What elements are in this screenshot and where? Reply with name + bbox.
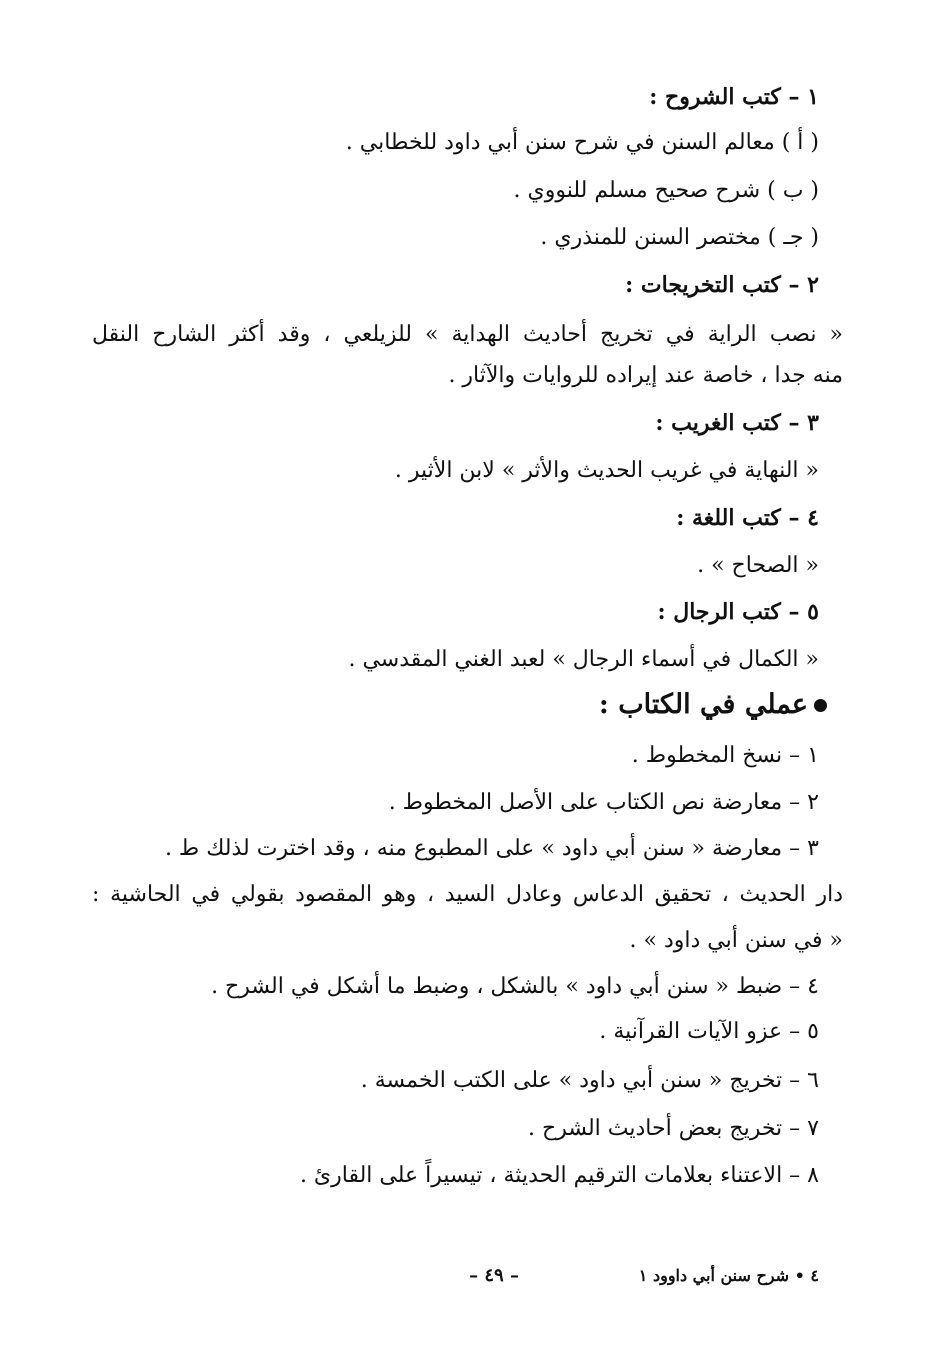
work-item-5: ٥ – عزو الآيات القرآنية .: [599, 1019, 819, 1044]
page-number: – ٤٩ –: [469, 1265, 519, 1286]
heading-gharib: ٣ – كتب الغريب :: [655, 410, 819, 436]
heading-rijal: ٥ – كتب الرجال :: [657, 599, 819, 625]
heading-lugha: ٤ – كتب اللغة :: [676, 505, 819, 531]
lugha-text: « الصحاح » .: [697, 553, 819, 578]
bullet-icon: [814, 699, 827, 712]
work-item-3-cont: دار الحديث ، تحقيق الدعاس وعادل السيد ، وهو المقصود بقولي في الحاشية :: [92, 882, 843, 907]
work-item-3-end: « في سنن أبي داود » .: [629, 928, 843, 953]
gharib-text: « النهاية في غريب الحديث والأثر » لابن الأثير .: [394, 458, 819, 483]
shuruh-item-b: ( ب ) شرح صحيح مسلم للنووي .: [513, 178, 819, 203]
work-item-2: ٢ – معارضة نص الكتاب على الأصل المخطوط .: [388, 790, 819, 815]
shuruh-item-a: ( أ ) معالم السنن في شرح سنن أبي داود للخطابي .: [345, 130, 819, 155]
takhrijat-line-2: منه جدا ، خاصة عند إيراده للروايات والآثار .: [448, 363, 843, 388]
work-item-4: ٤ – ضبط « سنن أبي داود » بالشكل ، وضبط ما أشكل في الشرح .: [211, 974, 819, 999]
work-item-3: ٣ – معارضة « سنن أبي داود » على المطبوع منه ، وقد اخترت لذلك ط .: [164, 836, 819, 861]
work-item-6: ٦ – تخريج « سنن أبي داود » على الكتب الخمسة .: [360, 1068, 819, 1093]
work-item-8: ٨ – الاعتناء بعلامات الترقيم الحديثة ، تيسيراً على القارئ .: [299, 1163, 819, 1188]
work-item-1: ١ – نسخ المخطوط .: [631, 743, 819, 768]
footer-book-ref: ٤ • شرح سنن أبي داوود ١: [638, 1266, 819, 1285]
takhrijat-line-1: « نصب الراية في تخريج أحاديث الهداية » للزيلعي ، وقد أكثر الشارح النقل: [92, 322, 843, 347]
work-item-7: ٧ – تخريج بعض أحاديث الشرح .: [528, 1116, 819, 1141]
rijal-text: « الكمال في أسماء الرجال » لعبد الغني المقدسي .: [348, 647, 819, 672]
shuruh-item-c: ( جـ ) مختصر السنن للمنذري .: [540, 225, 819, 250]
heading-work-text: عملي في الكتاب :: [598, 689, 808, 720]
heading-work: [599, 690, 827, 720]
heading-takhrijat: ٢ – كتب التخريجات :: [625, 272, 819, 298]
heading-shuruh: ١ – كتب الشروح :: [649, 84, 819, 110]
